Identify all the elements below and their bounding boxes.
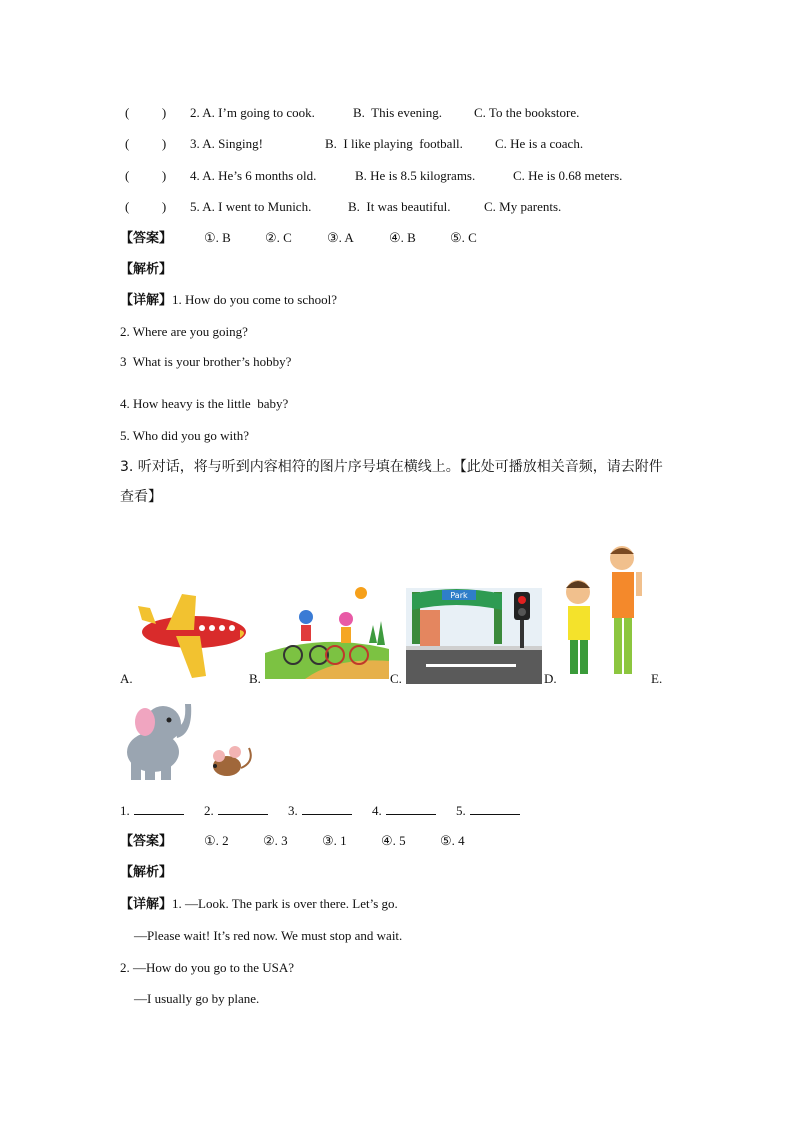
- mouse-image: [205, 742, 257, 782]
- blank-number: 5.: [456, 803, 466, 818]
- answer-item: ①. B: [204, 230, 231, 245]
- picture-label: D.: [544, 671, 557, 686]
- answer-paren: ( ): [125, 136, 167, 151]
- bicycle-riders-image: [265, 583, 389, 679]
- answer-paren: ( ): [125, 168, 167, 183]
- option-a: 4. A. He’s 6 months old.: [190, 168, 317, 183]
- answer-item: ④. B: [389, 230, 416, 245]
- airplane-image: [136, 590, 248, 682]
- picture-label: B.: [249, 671, 261, 686]
- analysis-heading: 【解析】: [120, 261, 173, 276]
- detail-line: 1. How do you come to school?: [172, 292, 338, 307]
- answer-item: ②. C: [265, 230, 292, 245]
- answer-blank[interactable]: [386, 802, 436, 815]
- option-b: B. He is 8.5 kilograms.: [355, 168, 476, 183]
- answer-blank[interactable]: [302, 802, 352, 815]
- picture-label: C.: [390, 671, 402, 686]
- answer-paren: ( ): [125, 105, 167, 120]
- blank-number: 2.: [204, 803, 214, 818]
- blank-number: 1.: [120, 803, 130, 818]
- detail-label: 【详解】: [120, 292, 173, 307]
- option-b: B. This evening.: [353, 105, 442, 120]
- option-b: B. I like playing football.: [325, 136, 463, 151]
- answer-paren: ( ): [125, 199, 167, 214]
- detail-line: 2. Where are you going?: [120, 324, 248, 339]
- picture-label: A.: [120, 671, 133, 686]
- analysis-heading: 【解析】: [120, 864, 173, 879]
- detail-label: 【详解】: [120, 896, 173, 911]
- detail-line: 2. —How do you go to the USA?: [120, 960, 295, 975]
- park-sign-text: Park: [450, 591, 468, 600]
- boy-and-man-image: [560, 546, 648, 682]
- answer-item: ④. 5: [381, 833, 406, 848]
- answer-label: 【答案】: [120, 230, 173, 245]
- detail-line: 4. How heavy is the little baby?: [120, 396, 289, 411]
- blank-number: 3.: [288, 803, 298, 818]
- option-c: C. He is a coach.: [495, 136, 584, 151]
- park-traffic-light-image: [406, 588, 542, 684]
- answer-blank[interactable]: [134, 802, 184, 815]
- answer-item: ⑤. C: [450, 230, 477, 245]
- option-c: C. To the bookstore.: [474, 105, 580, 120]
- answer-item: ③. A: [327, 230, 354, 245]
- option-c: C. My parents.: [484, 199, 562, 214]
- q3-instruction-cont: 查看】: [120, 489, 162, 505]
- option-c: C. He is 0.68 meters.: [513, 168, 623, 183]
- answer-item: ①. 2: [204, 833, 229, 848]
- detail-line: —Please wait! It’s red now. We must stop and wait.: [134, 928, 403, 943]
- option-a: 3. A. Singing!: [190, 136, 263, 151]
- q3-instruction: 3. 听对话，将与听到内容相符的图片序号填在横线上。【此处可播放相关音频，请去附件: [120, 459, 663, 475]
- answer-blank[interactable]: [218, 802, 268, 815]
- answer-item: ⑤. 4: [440, 833, 465, 848]
- answer-label: 【答案】: [120, 833, 173, 848]
- detail-line: 5. Who did you go with?: [120, 428, 250, 443]
- answer-blank[interactable]: [470, 802, 520, 815]
- option-a: 2. A. I’m going to cook.: [190, 105, 315, 120]
- answer-item: ③. 1: [322, 833, 347, 848]
- blank-number: 4.: [372, 803, 382, 818]
- detail-line: 1. —Look. The park is over there. Let’s go.: [172, 896, 398, 911]
- elephant-image: [121, 698, 195, 782]
- picture-label: E.: [651, 671, 663, 686]
- answer-item: ②. 3: [263, 833, 288, 848]
- detail-line: —I usually go by plane.: [134, 991, 260, 1006]
- option-a: 5. A. I went to Munich.: [190, 199, 312, 214]
- detail-line: 3 What is your brother’s hobby?: [120, 354, 292, 369]
- option-b: B. It was beautiful.: [348, 199, 451, 214]
